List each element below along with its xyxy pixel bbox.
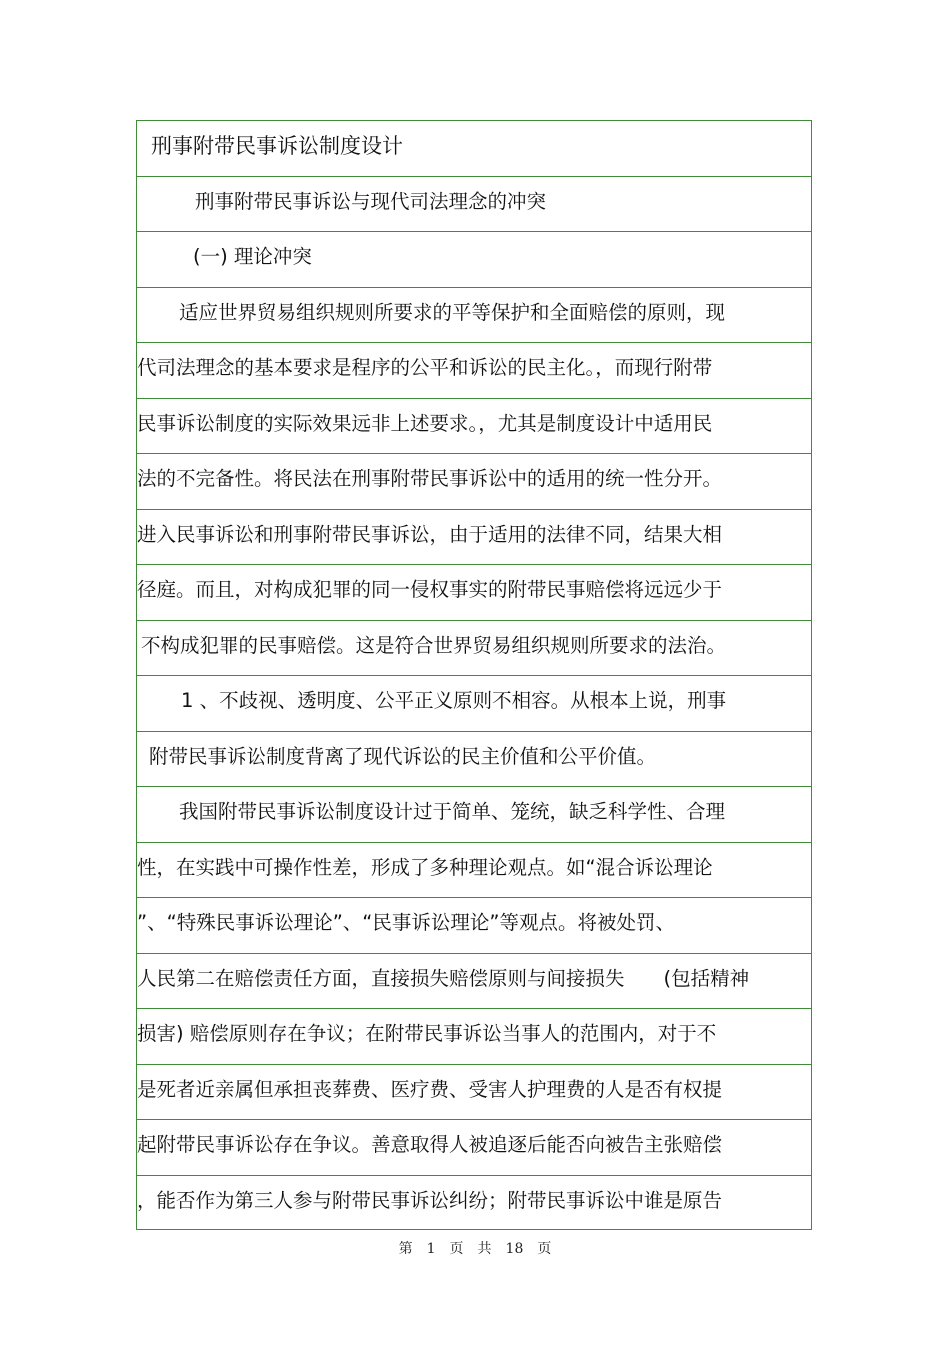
text-row (137, 232, 811, 288)
text-row (137, 288, 811, 344)
text-row (137, 399, 811, 455)
document-frame (136, 120, 812, 1230)
text-row (137, 954, 811, 1010)
text-line: 不构成犯罪的民事赔偿。这是符合世界贸易组织规则所要求的法治。 (141, 633, 727, 657)
text-line: 径庭。而且，对构成犯罪的同一侵权事实的附带民事赔偿将远远少于 (137, 578, 723, 601)
text-line: 损害) 赔偿原则存在争议；在附带民事诉讼当事人的范围内，对于不 (137, 1022, 717, 1045)
text-row (137, 510, 811, 566)
text-line: 1 、不歧视、透明度、公平正义原则不相容。从根本上说，刑事 (181, 689, 727, 712)
text-row (137, 1009, 811, 1065)
text-line: 民事诉讼制度的实际效果远非上述要求。，尤其是制度设计中适用民 (137, 411, 713, 435)
text-line: ，能否作为第三人参与附带民事诉讼纠纷；附带民事诉讼中谁是原告 (137, 1188, 723, 1212)
text-row (137, 121, 811, 177)
text-row (137, 454, 811, 510)
text-line: 刑事附带民事诉讼与现代司法理念的冲突 (195, 189, 547, 213)
text-row (137, 343, 811, 399)
text-line: 人民第二在赔偿责任方面，直接损失赔偿原则与间接损失 (包括精神 (137, 966, 750, 990)
text-row (137, 676, 811, 732)
text-line: 性，在实践中可操作性差，形成了多种理论观点。如“混合诉讼理论 (137, 855, 713, 879)
text-row (137, 898, 811, 954)
text-row (137, 177, 811, 233)
text-row (137, 787, 811, 843)
text-row (137, 565, 811, 621)
text-row (137, 1120, 811, 1176)
text-line: 起附带民事诉讼存在争议。善意取得人被追逐后能否向被告主张赔偿 (137, 1133, 723, 1156)
document-title: 刑事附带民事诉讼制度设计 (151, 134, 403, 158)
text-row (137, 1176, 811, 1232)
text-line: ”、“特殊民事诉讼理论”、“民事诉讼理论”等观点。将被处罚、 (137, 911, 676, 934)
text-line: (一) 理论冲突 (193, 245, 312, 268)
text-line: 附带民事诉讼制度背离了现代诉讼的民主价值和公平价值。 (149, 744, 657, 768)
page-number-footer: 第 1 页 共 18 页 (398, 1241, 552, 1257)
text-line: 是死者近亲属但承担丧葬费、医疗费、受害人护理费的人是否有权提 (137, 1077, 723, 1101)
text-line: 进入民事诉讼和刑事附带民事诉讼，由于适用的法律不同，结果大相 (137, 522, 723, 546)
text-row (137, 732, 811, 788)
text-row (137, 843, 811, 899)
text-row (137, 621, 811, 677)
text-row (137, 1065, 811, 1121)
text-line: 适应世界贸易组织规则所要求的平等保护和全面赔偿的原则，现 (179, 300, 726, 324)
text-line: 我国附带民事诉讼制度设计过于简单、笼统，缺乏科学性、合理 (179, 800, 726, 823)
text-line: 代司法理念的基本要求是程序的公平和诉讼的民主化。，而现行附带 (137, 356, 713, 379)
text-line: 法的不完备性。将民法在刑事附带民事诉讼中的适用的统一性分开。 (137, 467, 723, 490)
